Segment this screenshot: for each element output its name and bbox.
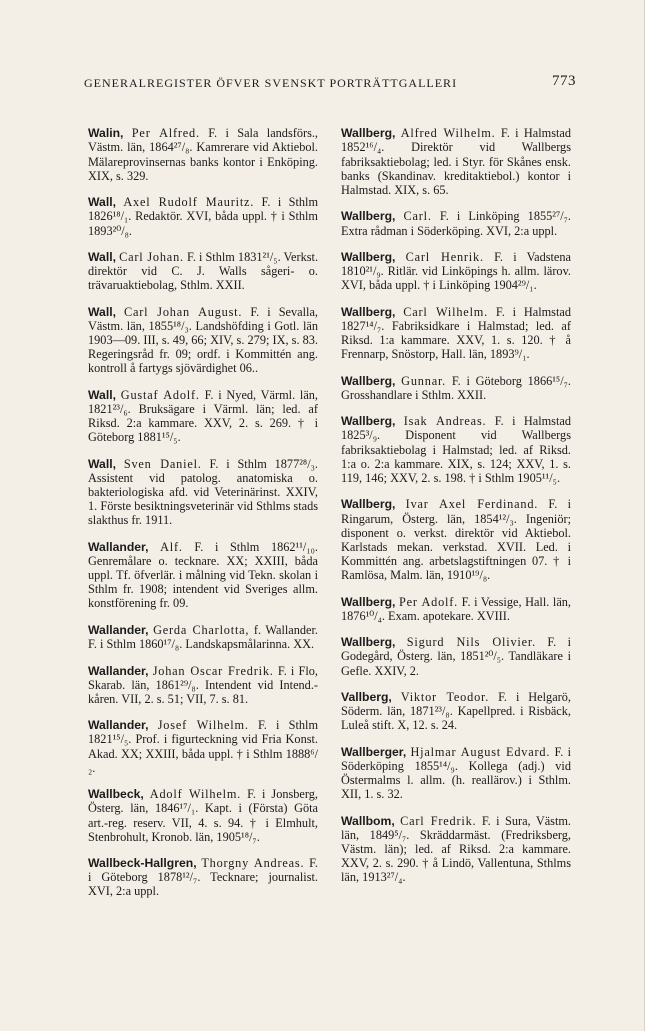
entry-given-names: Carl Wilhelm. <box>403 304 489 319</box>
entry-surname: Wallberg, <box>341 497 396 512</box>
entry-given-names: Thorgny Andreas. <box>201 856 305 871</box>
register-entry <box>341 126 571 197</box>
entry-surname: Wallberg, <box>341 209 396 224</box>
register-entry <box>88 787 318 844</box>
register-entry <box>88 126 318 183</box>
entry-given-names: Carl. <box>403 209 432 224</box>
entry-given-names: Carl Henrik. <box>405 249 484 264</box>
register-entry <box>341 250 571 292</box>
entry-text: F. i Sthlm 1862¹¹/₁₀. Genremålare o. tecknare. XX; XXIII, båda uppl. Tf. öfverlär. i målning vid Tekn. skolan i Sthlm fr. 1908; intendent vid Sveriges allm. konstförening fr. 09. <box>88 539 318 611</box>
page-header <box>84 73 576 91</box>
entry-text: F. i Godegård, Österg. län, 1851²⁰/₅. Tandläkare i Gefle. XXIV, 2. <box>341 635 572 678</box>
entry-surname: Wallberg, <box>341 635 396 650</box>
entry-surname: Wallbeck, <box>88 787 144 802</box>
register-entry <box>341 595 571 623</box>
entry-text: f. Wallander. F. i Sthlm 1860¹⁷/₈. Landskapsmålarinna. XX. <box>88 622 318 652</box>
register-entry <box>88 195 318 237</box>
entry-text: F. i Sthlm 1821¹⁵/₅. Prof. i figurteckning vid Fria Konst. Akad. XX; XXIII, båda uppl. † i Sthlm 1888⁶/₂. <box>88 718 319 775</box>
entry-surname: Wallberg, <box>341 249 396 264</box>
entry-surname: Wallberg, <box>341 594 396 609</box>
register-entry <box>88 250 318 292</box>
entry-surname: Wall, <box>88 304 116 319</box>
entry-text: F. i Linköping 1855²⁷/₇. Extra rådman i Söderköping. XVI, 2:a uppl. <box>341 209 572 238</box>
entry-given-names: Per Alfred. <box>131 126 200 141</box>
entry-text: F. i Söderköping 1855¹⁴/₉. Kollega (adj.) vid Östermalms l. allm. (h. reallärov.) i Sthlm. XII, 1. s. 32. <box>341 744 571 802</box>
register-entry <box>341 209 571 237</box>
entry-given-names: Isak Andreas. <box>403 414 487 429</box>
entry-text: F. i Sthlm 1826¹⁸/₁. Redaktör. XVI, båda uppl. † i Sthlm 1893²⁰/₈. <box>88 195 319 238</box>
entry-text: F. i Ringarum, Österg. län, 1854¹²/₃. Ingeniör; disponent o. verkst. direktör vid Aktiebol. Karlstads mekan. verkstad. XVII. Led. i Kommittén ang. arbetslagstiftningen 07. † i Ramlösa, Malm. län, 1910¹⁹/₈. <box>341 497 572 583</box>
register-entry <box>341 414 571 485</box>
entry-text: F. i Halmstad 1852¹⁶/₄. Direktör vid Wallbergs fabriksaktiebolag; led. i Styr. för Skånes ensk. banks (Skandinav. kreditaktiebol.) kontor i Halmstad. XIX, s. 65. <box>341 126 571 197</box>
entry-given-names: Sven Daniel. <box>123 456 202 471</box>
entry-given-names: Hjalmar August Edvard. <box>410 744 551 759</box>
register-entry <box>88 305 318 376</box>
entry-given-names: Viktor Teodor. <box>400 689 490 704</box>
entry-text: F. i Sthlm 1877²⁸/₃. Assistent vid patolog. anatomiska o. bakteriologiska afd. vid Veterinärinst. XXIV, 1. Förste besiktningsveterinär vid Sthlms stads slakthus fr. 1911. <box>88 456 318 528</box>
entry-given-names: Gerda Charlotta, <box>153 622 250 637</box>
entry-surname: Walin, <box>88 126 124 141</box>
register-entry <box>341 497 571 582</box>
entry-given-names: Gustaf Adolf. <box>120 387 200 402</box>
entry-text: F. i Göteborg 1878¹²/₇. Tecknare; journalist. XVI, 2:a uppl. <box>88 856 319 899</box>
entry-text: F. i Helgarö, Söderm. län, 1871²³/₈. Kapellpred. i Risbäck, Luleå stift. X, 12. s. 24. <box>341 689 571 733</box>
entry-text: F. i Halmstad 1827¹⁴/₇. Fabriksidkare i Halmstad; led. af Riksd. 1:a kammare. XXV, 1. s. 120. † å Frennarp, Snöstorp, Hall. län, 1893⁹/₁. <box>341 304 571 362</box>
entry-surname: Wallberg, <box>341 414 396 429</box>
register-entry <box>88 540 318 611</box>
register-entry <box>341 690 571 732</box>
entry-given-names: Alf. <box>160 539 183 554</box>
register-entry <box>88 664 318 706</box>
entry-text: F. i Halmstad 1825³/₉. Disponent vid Wallbergs fabriksaktiebolag i Halmstad; led. af Riksd. 1:a o. 2:a kammare. XIX, s. 124; XXV, 1. s. 119, 146; XXV, 2. s. 198. † i Sthlm 1905¹¹/₅. <box>341 414 571 485</box>
register-entry <box>341 635 571 677</box>
entry-surname: Wall, <box>88 456 116 471</box>
entry-given-names: Axel Rudolf Mauritz. <box>123 195 255 210</box>
entry-text: F. i Nyed, Värml. län, 1821²³/₆. Bruksägare i Värml. län; led. af Riksd. 2:a kammare. XXV, 2. s. 269. † i Göteborg 1881¹⁵/₅. <box>88 387 319 445</box>
register-entry <box>88 856 318 898</box>
register-entry <box>88 623 318 651</box>
entry-text: F. i Sura, Västm. län, 1849⁵/₇. Skräddarmäst. (Fredriksberg, Västm. län); led. af Riksd. 2:a kammare. XXV, 2. s. 290. † å Lindö, Vallentuna, Sthlms län, 1913²⁷/₄. <box>341 813 571 885</box>
entry-surname: Wall, <box>88 387 116 402</box>
entry-given-names: Carl Fredrik. <box>400 813 477 828</box>
running-title: GENERALREGISTER ÖFVER SVENSKT PORTRÄTTGALLERI <box>84 76 458 90</box>
right-column <box>341 114 571 890</box>
register-entry <box>88 388 318 445</box>
entry-surname: Wallberger, <box>341 744 407 759</box>
entry-given-names: Carl Johan. <box>119 249 184 264</box>
entry-given-names: Johan Oscar Fredrik. <box>152 663 274 678</box>
entry-given-names: Per Adolf. <box>398 594 459 609</box>
entry-text: F. i Jonsberg, Österg. län, 1846¹⁷/₁. Kapt. i (Första) Göta art.-reg. reserv. VII, 4. s. 94. † i Elmhult, Stenbrohult, Kronob. län, 1905¹⁸/₇. <box>88 787 318 844</box>
entry-given-names: Josef Wilhelm. <box>157 718 249 733</box>
entry-surname: Wallberg, <box>341 126 396 141</box>
entry-surname: Vallberg, <box>341 689 392 704</box>
register-entry <box>341 814 571 885</box>
entry-given-names: Ivar Axel Ferdinand. <box>405 497 539 512</box>
left-column <box>88 114 318 905</box>
entry-given-names: Gunnar. <box>401 373 447 388</box>
page-number: 773 <box>552 73 576 89</box>
entry-given-names: Carl Johan August. <box>124 304 243 319</box>
entry-surname: Wall, <box>88 249 116 264</box>
register-entry <box>88 718 318 775</box>
entry-text: F. i Vessige, Hall. län, 1876¹⁰/₄. Exam. apotekare. XVIII. <box>341 594 571 623</box>
entry-given-names: Adolf Wilhelm. <box>149 787 242 802</box>
entry-given-names: Sigurd Nils Olivier. <box>406 635 536 650</box>
entry-surname: Wall, <box>88 195 116 210</box>
entry-text: F. i Sthlm 1831²¹/₅. Verkst. direktör vid C. J. Walls sågeri- o. trävaruaktiebolag, Sthlm. XXII. <box>88 249 319 293</box>
entry-surname: Wallberg, <box>341 304 396 319</box>
register-entry <box>341 374 571 402</box>
entry-text: F. i Göteborg 1866¹⁵/₇. Grosshandlare i Sthlm. XXII. <box>341 373 571 402</box>
entry-surname: Wallander, <box>88 539 149 554</box>
entry-surname: Wallbom, <box>341 813 395 828</box>
entry-text: F. i Vadstena 1810²¹/₉. Ritlär. vid Linköpings h. allm. lärov. XVI, båda uppl. † i Linköping 1904²⁹/₁. <box>341 249 571 293</box>
entry-given-names: Alfred Wilhelm. <box>400 126 496 141</box>
entry-text: F. i Sevalla, Västm. län, 1855¹⁸/₃. Landshöfding i Gotl. län 1903—09. III, s. 49, 66; XIV, s. 279; IX, s. 83. Regeringsråd fr. 09; ordf. i Kommittén ang. kontroll å fartygs sjövärdighet 06.. <box>88 304 318 376</box>
entry-surname: Wallander, <box>88 663 149 678</box>
register-entry <box>88 457 318 528</box>
entry-text: F. i Sala landsförs., Västm. län, 1864²⁷/₈. Kamrerare vid Aktiebol. Mälareprovinsernas banks kontor i Enköping. XIX, s. 329. <box>88 126 319 183</box>
register-entry <box>341 305 571 362</box>
register-entry <box>341 745 571 802</box>
entry-surname: Wallbeck-Hallgren, <box>88 856 197 871</box>
entry-surname: Wallberg, <box>341 373 396 388</box>
entry-text: F. i Flo, Skarab. län, 1861²⁹/₈. Intendent vid Intend.-kåren. VII, 2. s. 51; VII, 7. s. 81. <box>88 663 318 706</box>
entry-surname: Wallander, <box>88 718 149 733</box>
entry-surname: Wallander, <box>88 622 149 637</box>
